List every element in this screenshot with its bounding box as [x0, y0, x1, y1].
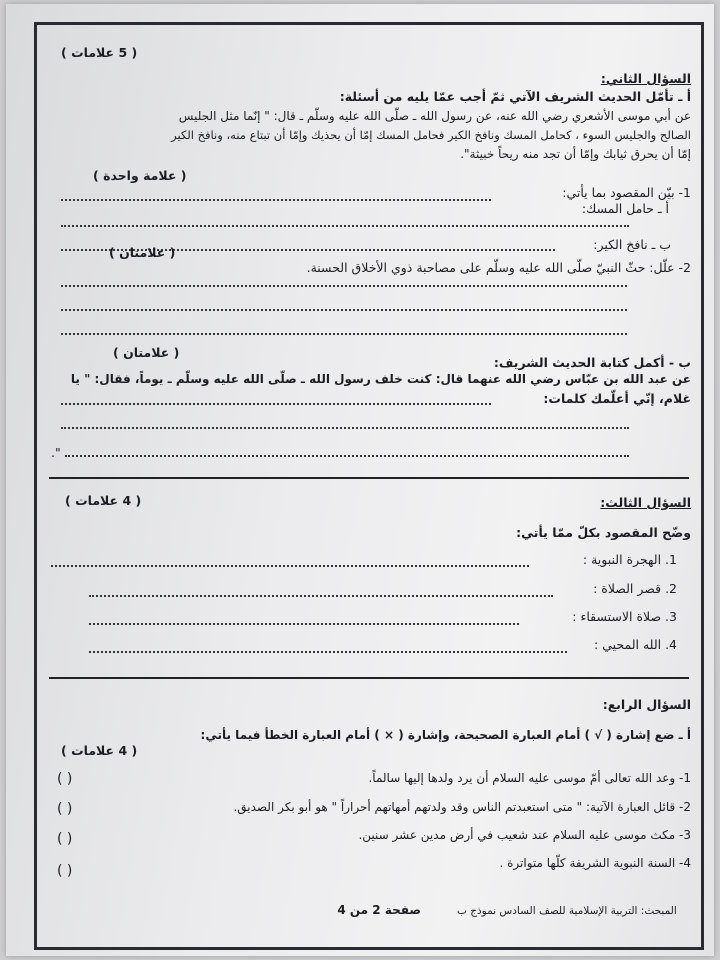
- q3-item-4: 4. الله المحيي :: [594, 637, 677, 652]
- answer-line[interactable]: [89, 595, 553, 597]
- q3-title: السؤال الثالث:: [600, 495, 691, 510]
- q4-item-1: 1- وعد الله تعالى أمّ موسى عليه السلام أن يرد ولدها إليها سالماً.: [368, 771, 691, 785]
- answer-line[interactable]: [61, 403, 491, 405]
- answer-parentheses[interactable]: ( ): [57, 771, 73, 787]
- answer-line[interactable]: [51, 565, 529, 567]
- q3-intro: وضّح المقصود بكلّ ممّا يأتي:: [516, 525, 691, 540]
- hadith-line-3: إمّا أن يحرق ثيابك وإمّا أن تجد منه ريحاً خبيثة".: [460, 147, 691, 161]
- answer-line[interactable]: [61, 225, 629, 227]
- hadith-line-2: الصالح والجليس السوء ، كحامل المسك ونافخ الكير فحامل المسك إمّا أن يحذيك وإمّا أن تبتاع منه، ونافخ الكير: [171, 128, 691, 142]
- q2-q2-marks: ( علامتان ): [109, 245, 176, 260]
- q3-item-3: 3. صلاة الاستسقاء :: [572, 609, 677, 624]
- q2-q1: 1- بيّن المقصود بما يأتي:: [562, 185, 691, 200]
- subject-footer: المبحث: التربية الإسلامية للصف السادس نموذج ب: [457, 905, 677, 917]
- answer-line[interactable]: [61, 285, 627, 287]
- answer-line[interactable]: [61, 333, 627, 335]
- answer-line[interactable]: [61, 199, 491, 201]
- q2-part-b: ب - أكمل كتابة الحديث الشريف:: [493, 355, 691, 370]
- q4-marks: ( 4 علامات ): [61, 743, 138, 758]
- q2-part-b-line2: غلام، إنّي أعلّمك كلمات:: [543, 391, 691, 406]
- section-divider: [49, 677, 689, 679]
- hadith-closing-quote: ".: [51, 445, 61, 460]
- answer-parentheses[interactable]: ( ): [57, 863, 73, 879]
- answer-line[interactable]: [65, 455, 629, 457]
- hadith-line-1: عن أبي موسى الأشعري رضي الله عنه، عن رسول الله ـ صلّى الله عليه وسلّم ـ قال: " إنّما مثل الجليس: [178, 109, 691, 123]
- answer-line[interactable]: [61, 309, 627, 311]
- exam-frame: [34, 22, 704, 950]
- q2-title: السؤال الثاني:: [600, 71, 691, 86]
- q3-item-1: 1. الهجرة النبوية :: [582, 552, 677, 567]
- answer-line[interactable]: [89, 651, 567, 653]
- answer-parentheses[interactable]: ( ): [57, 801, 73, 817]
- q2-q1-marks: ( علامة واحدة ): [93, 168, 187, 183]
- q2-marks: ( 5 علامات ): [61, 45, 138, 60]
- q4-item-4: 4- السنة النبوية الشريفة كلّها متواترة .: [499, 856, 691, 870]
- answer-parentheses[interactable]: ( ): [57, 831, 73, 847]
- answer-line[interactable]: [89, 623, 519, 625]
- q4-item-3: 3- مكث موسى عليه السلام عند شعيب في أرض مدين عشر سنين.: [358, 828, 691, 842]
- q2-part-b-line1: عن عبد الله بن عبّاس رضي الله عنهما قال: كنت خلف رسول الله ـ صلّى الله عليه وسلّم ـ يوماً، فقال: " يا: [70, 372, 691, 386]
- answer-line[interactable]: [61, 427, 629, 429]
- q2-q2: 2- علّل: حثّ النبيّ صلّى الله عليه وسلّم على مصاحبة ذوي الأخلاق الحسنة.: [306, 260, 691, 275]
- q4-intro: أ ـ ضع إشارة ( √ ) أمام العبارة الصحيحة، وإشارة ( × ) أمام العبارة الخطأ فيما يأتي:: [200, 728, 691, 742]
- paper-sheet: [6, 4, 714, 956]
- q2-part-a-intro: أ ـ تأمّل الحديث الشريف الآتي ثمّ أجب عمّا يليه من أسئلة:: [339, 89, 691, 104]
- q2-q1-b: ب ـ نافخ الكير:: [593, 237, 671, 252]
- q2-part-b-marks: ( علامتان ): [113, 345, 180, 360]
- q3-marks: ( 4 علامات ): [65, 493, 142, 508]
- page-number: صفحة 2 من 4: [337, 903, 421, 917]
- section-divider: [49, 477, 689, 479]
- q2-q1-a: أ ـ حامل المسك:: [581, 201, 669, 216]
- q4-item-2: 2- قائل العبارة الآتية: " متى استعبدتم الناس وقد ولدتهم أمهاتهم أحراراً " هو أبو بكر الصديق.: [233, 800, 691, 814]
- q4-title: السؤال الرابع:: [602, 697, 691, 712]
- q3-item-2: 2. قصر الصلاة :: [593, 581, 677, 596]
